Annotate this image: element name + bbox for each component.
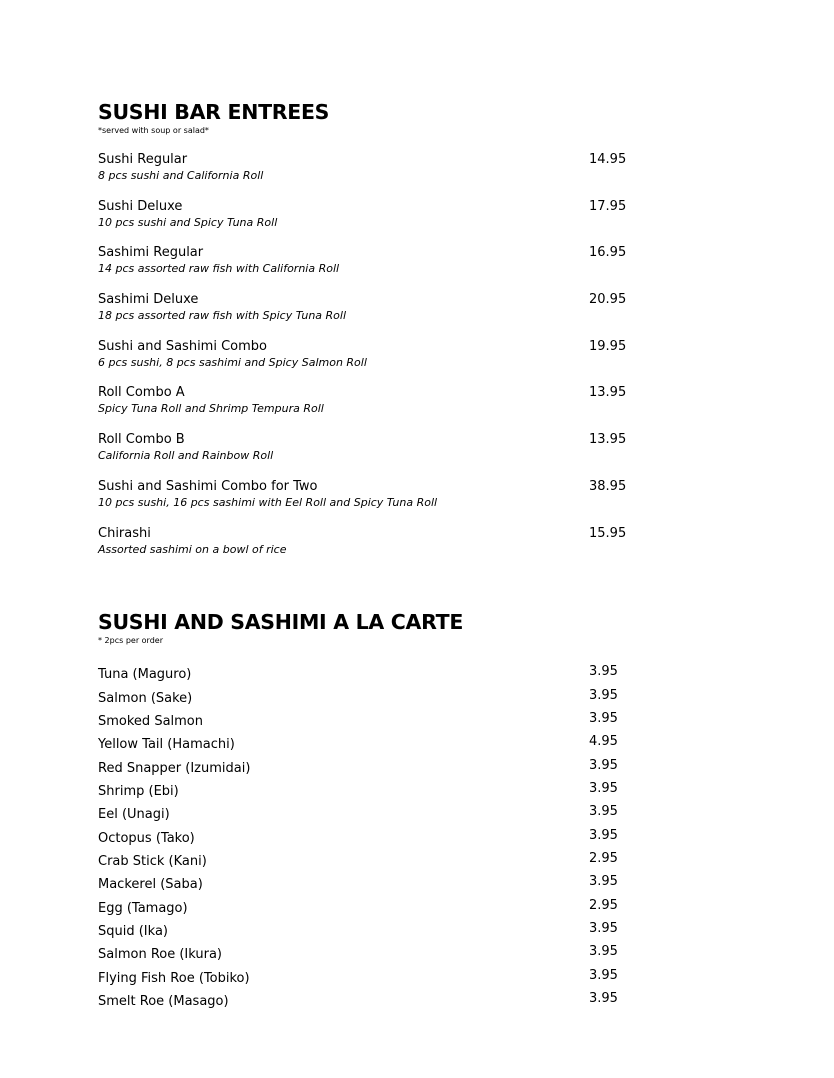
item-name: Roll Combo A xyxy=(98,385,185,401)
menu-page xyxy=(98,98,638,1013)
item-name: Octopus (Tako) xyxy=(98,830,195,846)
item-price: 16.95 xyxy=(589,245,627,261)
list-item xyxy=(98,803,638,826)
item-name: Mackerel (Saba) xyxy=(98,877,203,893)
item-price: 38.95 xyxy=(589,478,627,494)
section-title-alacarte: SUSHI AND SASHIMI A LA CARTE xyxy=(98,610,464,635)
item-price: 2.95 xyxy=(589,897,618,913)
item-price: 3.95 xyxy=(589,757,618,773)
item-name: Sushi and Sashimi Combo xyxy=(98,338,267,354)
item-price: 20.95 xyxy=(589,292,627,308)
list-item xyxy=(98,920,638,943)
list-item xyxy=(98,827,638,850)
menu-item xyxy=(98,525,638,572)
item-name: Sushi Deluxe xyxy=(98,198,183,214)
item-description: 14 pcs assorted raw fish with California Roll xyxy=(98,262,340,276)
alacarte-section xyxy=(98,608,638,1013)
item-name: Salmon Roe (Ikura) xyxy=(98,947,223,963)
item-price: 13.95 xyxy=(589,385,627,401)
menu-item xyxy=(98,151,638,198)
item-name: Sushi Regular xyxy=(98,152,188,167)
item-description: 8 pcs sushi and California Roll xyxy=(98,169,264,182)
menu-item xyxy=(98,384,638,431)
item-name: Roll Combo B xyxy=(98,432,185,448)
item-price: 3.95 xyxy=(589,710,618,726)
item-name: Chirashi xyxy=(98,525,151,541)
item-name: Shrimp (Ebi) xyxy=(98,783,179,799)
list-item xyxy=(98,687,638,710)
item-price: 3.95 xyxy=(589,827,618,843)
item-name: Smoked Salmon xyxy=(98,713,204,729)
item-price: 3.95 xyxy=(589,687,618,703)
menu-item xyxy=(98,198,638,245)
section-note-entrees: *served with soup or salad* xyxy=(98,126,209,135)
list-item xyxy=(98,850,638,873)
item-price: 4.95 xyxy=(589,734,618,750)
item-price: 3.95 xyxy=(589,804,618,820)
list-item xyxy=(98,873,638,896)
list-item xyxy=(98,757,638,780)
item-name: Flying Fish Roe (Tobiko) xyxy=(98,970,250,986)
menu-item xyxy=(98,338,638,385)
item-price: 3.95 xyxy=(589,967,618,983)
item-name: Egg (Tamago) xyxy=(98,900,188,916)
menu-item xyxy=(98,478,638,525)
item-description: Assorted sashimi on a bowl of rice xyxy=(98,542,287,556)
item-price: 3.95 xyxy=(589,991,618,1006)
item-price: 19.95 xyxy=(589,338,627,354)
item-description: 10 pcs sushi, 16 pcs sashimi with Eel Roll and Spicy Tuna Roll xyxy=(98,495,438,509)
item-name: Yellow Tail (Hamachi) xyxy=(98,737,235,753)
item-price: 3.95 xyxy=(589,944,618,960)
item-price: 3.95 xyxy=(589,874,618,890)
item-name: Salmon (Sake) xyxy=(98,690,193,706)
item-price: 3.95 xyxy=(589,664,618,680)
item-description: 10 pcs sushi and Spicy Tuna Roll xyxy=(98,215,278,229)
item-price: 17.95 xyxy=(589,198,627,214)
item-price: 3.95 xyxy=(589,780,618,796)
item-name: Tuna (Maguro) xyxy=(98,667,192,683)
item-description: Spicy Tuna Roll and Shrimp Tempura Roll xyxy=(98,402,324,416)
item-name: Sashimi Deluxe xyxy=(98,292,199,308)
item-name: Eel (Unagi) xyxy=(98,807,170,823)
list-item xyxy=(98,733,638,756)
list-item xyxy=(98,990,638,1013)
item-price: 14.95 xyxy=(589,152,627,167)
alacarte-list xyxy=(98,663,638,1013)
menu-item xyxy=(98,431,638,478)
item-price: 2.95 xyxy=(589,850,618,866)
item-name: Squid (Ika) xyxy=(98,923,168,939)
section-title-entrees: SUSHI BAR ENTREES xyxy=(98,100,330,124)
item-price: 13.95 xyxy=(589,432,627,448)
item-name: Sushi and Sashimi Combo for Two xyxy=(98,478,318,494)
item-price: 15.95 xyxy=(589,525,627,541)
list-item xyxy=(98,780,638,803)
list-item xyxy=(98,710,638,733)
item-name: Smelt Roe (Masago) xyxy=(98,994,229,1009)
entrees-list xyxy=(98,151,638,571)
item-name: Red Snapper (Izumidai) xyxy=(98,760,251,776)
list-item xyxy=(98,967,638,990)
list-item xyxy=(98,663,638,686)
list-item xyxy=(98,897,638,920)
item-description: 18 pcs assorted raw fish with Spicy Tuna Roll xyxy=(98,309,347,323)
item-price: 3.95 xyxy=(589,920,618,936)
section-note-alacarte: * 2pcs per order xyxy=(98,636,163,646)
item-name: Sashimi Regular xyxy=(98,245,204,261)
item-description: California Roll and Rainbow Roll xyxy=(98,449,274,463)
list-item xyxy=(98,943,638,966)
item-name: Crab Stick (Kani) xyxy=(98,853,207,869)
menu-item xyxy=(98,244,638,291)
item-description: 6 pcs sushi, 8 pcs sashimi and Spicy Salmon Roll xyxy=(98,355,367,369)
menu-item xyxy=(98,291,638,338)
